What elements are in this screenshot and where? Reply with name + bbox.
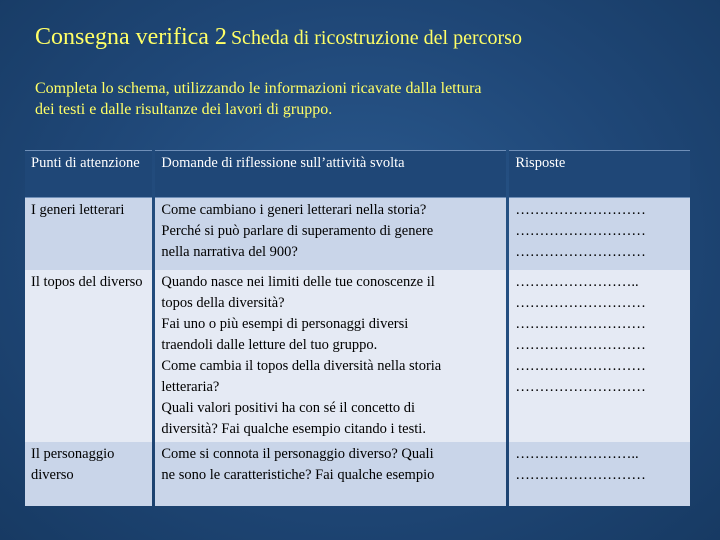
question-line: topos della diversità? [161,295,285,311]
answers-cell[interactable] [509,198,690,270]
instructions [35,78,675,120]
title-sub: Scheda di ricostruzione del percorso [230,27,522,49]
question-line: Come cambiano i generi letterari nella storia? [161,202,427,218]
answers-cell[interactable] [509,442,690,506]
questions-cell [155,270,506,442]
answer-line: ……………………… [515,223,646,239]
questions-cell [155,442,506,506]
header-points: Punti di attenzione [25,150,152,198]
answer-line: ……………………… [515,244,646,260]
title-main: Consegna verifica 2 [35,24,227,50]
header-questions: Domande di riflessione sull’attività svolta [155,150,506,198]
question-line: Quando nasce nei limiti delle tue conoscenze il [161,274,435,290]
answer-line: ……………………… [515,467,646,483]
point-cell: I generi letterari [25,198,152,270]
question-line: Quali valori positivi ha con sé il concetto di [161,400,416,416]
table-row [25,198,690,270]
question-line: nella narrativa del 900? [161,244,298,260]
answer-line: ……………………… [515,202,646,218]
answer-line: ……………………… [515,358,646,374]
questions-cell [155,198,506,270]
instruction-line: dei testi e dalle risultanze dei lavori di gruppo. [35,101,333,118]
question-line: letteraria? [161,379,220,395]
answer-line: ……………………… [515,295,646,311]
instruction-line: Completa lo schema, utilizzando le informazioni ricavate dalla lettura [35,80,482,97]
table-header-row [25,150,690,198]
question-line: Perché si può parlare di superamento di genere [161,223,434,239]
slide-title [35,24,522,51]
point-cell: Il personaggio diverso [25,442,152,506]
answer-line: ……………………… [515,379,646,395]
table-row [25,270,690,442]
answer-line: ……………………… [515,316,646,332]
answers-cell[interactable] [509,270,690,442]
question-line: diversità? Fai qualche esempio citando i testi. [161,421,426,437]
question-line: ne sono le caratteristiche? Fai qualche esempio [161,467,435,483]
answer-line: …………………….. [515,274,639,290]
question-line: Fai uno o più esempi di personaggi diversi [161,316,409,332]
question-line: traendoli dalle letture del tuo gruppo. [161,337,378,353]
header-answers: Risposte [509,150,690,198]
point-cell: Il topos del diverso [25,270,152,442]
question-line: Come si connota il personaggio diverso? Quali [161,446,434,462]
question-line: Come cambia il topos della diversità nella storia [161,358,442,374]
worksheet-table [22,150,693,506]
answer-line: ……………………… [515,337,646,353]
table-row [25,442,690,506]
answer-line: …………………….. [515,446,639,462]
